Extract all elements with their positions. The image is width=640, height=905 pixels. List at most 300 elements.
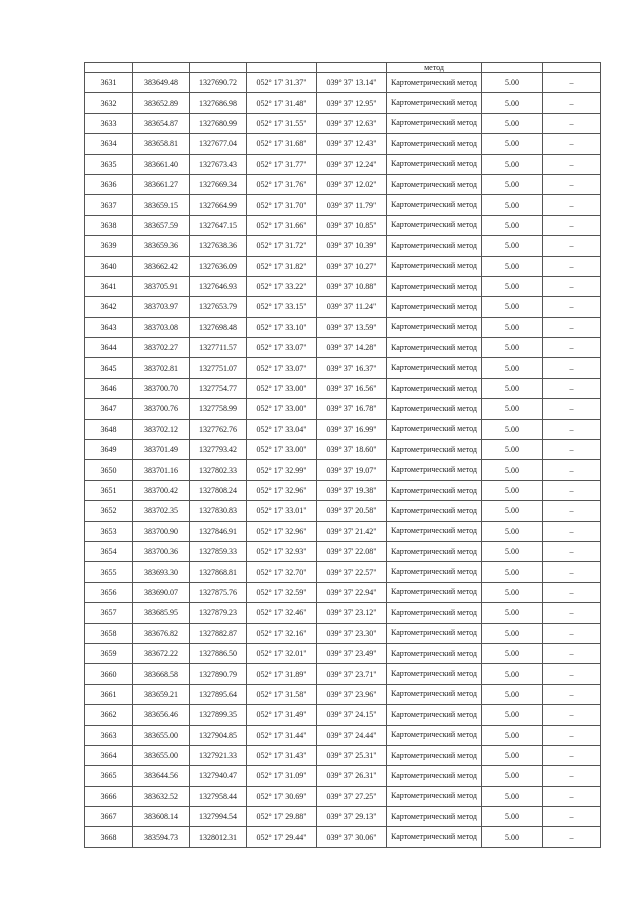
method-cell: Картометрический метод (387, 297, 482, 317)
method-cell: Картометрический метод (387, 480, 482, 500)
x-coordinate-cell: 383662.42 (133, 256, 190, 276)
point-number-cell: 3645 (85, 358, 133, 378)
x-coordinate-cell: 383685.95 (133, 603, 190, 623)
longitude-cell: 039° 37' 16.99" (317, 419, 387, 439)
longitude-cell: 039° 37' 23.96" (317, 684, 387, 704)
x-coordinate-cell: 383702.81 (133, 358, 190, 378)
point-number-cell: 3655 (85, 562, 133, 582)
method-cell: Картометрический метод (387, 684, 482, 704)
note-cell: – (543, 358, 601, 378)
y-coordinate-cell: 1327895.64 (190, 684, 247, 704)
table-row (85, 664, 601, 684)
accuracy-cell: 5.00 (482, 317, 543, 337)
latitude-cell: 052° 17' 31.44" (247, 725, 317, 745)
y-coordinate-cell: 1327793.42 (190, 440, 247, 460)
y-coordinate-cell: 1327808.24 (190, 480, 247, 500)
longitude-cell: 039° 37' 12.02" (317, 174, 387, 194)
point-number-cell: 3640 (85, 256, 133, 276)
latitude-cell: 052° 17' 31.48" (247, 93, 317, 113)
x-coordinate-cell: 383700.90 (133, 521, 190, 541)
method-cell: Картометрический метод (387, 174, 482, 194)
x-coordinate-cell: 383661.40 (133, 154, 190, 174)
accuracy-cell: 5.00 (482, 215, 543, 235)
longitude-cell: 039° 37' 22.94" (317, 582, 387, 602)
point-number-cell: 3639 (85, 236, 133, 256)
point-number-cell: 3653 (85, 521, 133, 541)
latitude-cell: 052° 17' 31.49" (247, 705, 317, 725)
point-number-cell: 3667 (85, 807, 133, 827)
y-coordinate-cell: 1327859.33 (190, 541, 247, 561)
latitude-cell: 052° 17' 31.09" (247, 766, 317, 786)
note-cell: – (543, 562, 601, 582)
coordinates-table (84, 62, 601, 848)
accuracy-cell: 5.00 (482, 195, 543, 215)
table-cell (247, 63, 317, 73)
accuracy-cell: 5.00 (482, 827, 543, 847)
longitude-cell: 039° 37' 19.07" (317, 460, 387, 480)
x-coordinate-cell: 383693.30 (133, 562, 190, 582)
y-coordinate-cell: 1327904.85 (190, 725, 247, 745)
table-row (85, 582, 601, 602)
longitude-cell: 039° 37' 20.58" (317, 501, 387, 521)
x-coordinate-cell: 383661.27 (133, 174, 190, 194)
x-coordinate-cell: 383668.58 (133, 664, 190, 684)
latitude-cell: 052° 17' 33.00" (247, 440, 317, 460)
accuracy-cell: 5.00 (482, 358, 543, 378)
table-row (85, 174, 601, 194)
table-row (85, 297, 601, 317)
accuracy-cell: 5.00 (482, 501, 543, 521)
accuracy-cell: 5.00 (482, 664, 543, 684)
table-row (85, 480, 601, 500)
longitude-cell: 039° 37' 14.28" (317, 338, 387, 358)
accuracy-cell: 5.00 (482, 93, 543, 113)
accuracy-cell: 5.00 (482, 134, 543, 154)
table-row (85, 378, 601, 398)
accuracy-cell: 5.00 (482, 623, 543, 643)
latitude-cell: 052° 17' 32.59" (247, 582, 317, 602)
accuracy-cell: 5.00 (482, 745, 543, 765)
latitude-cell: 052° 17' 33.01" (247, 501, 317, 521)
x-coordinate-cell: 383659.15 (133, 195, 190, 215)
x-coordinate-cell: 383654.87 (133, 113, 190, 133)
x-coordinate-cell: 383644.56 (133, 766, 190, 786)
accuracy-cell: 5.00 (482, 521, 543, 541)
longitude-cell: 039° 37' 23.71" (317, 664, 387, 684)
accuracy-cell: 5.00 (482, 256, 543, 276)
note-cell: – (543, 297, 601, 317)
note-cell: – (543, 93, 601, 113)
accuracy-cell: 5.00 (482, 236, 543, 256)
point-number-cell: 3634 (85, 134, 133, 154)
latitude-cell: 052° 17' 32.16" (247, 623, 317, 643)
note-cell: – (543, 786, 601, 806)
point-number-cell: 3666 (85, 786, 133, 806)
accuracy-cell: 5.00 (482, 73, 543, 93)
x-coordinate-cell: 383702.35 (133, 501, 190, 521)
latitude-cell: 052° 17' 33.07" (247, 338, 317, 358)
longitude-cell: 039° 37' 24.44" (317, 725, 387, 745)
note-cell: – (543, 174, 601, 194)
y-coordinate-cell: 1327673.43 (190, 154, 247, 174)
y-coordinate-cell: 1327994.54 (190, 807, 247, 827)
longitude-cell: 039° 37' 10.27" (317, 256, 387, 276)
y-coordinate-cell: 1327680.99 (190, 113, 247, 133)
y-coordinate-cell: 1327690.72 (190, 73, 247, 93)
longitude-cell: 039° 37' 26.31" (317, 766, 387, 786)
latitude-cell: 052° 17' 32.96" (247, 521, 317, 541)
latitude-cell: 052° 17' 31.37" (247, 73, 317, 93)
x-coordinate-cell: 383655.00 (133, 745, 190, 765)
latitude-cell: 052° 17' 32.01" (247, 643, 317, 663)
note-cell: – (543, 827, 601, 847)
accuracy-cell: 5.00 (482, 154, 543, 174)
y-coordinate-cell: 1327653.79 (190, 297, 247, 317)
table-row (85, 338, 601, 358)
longitude-cell: 039° 37' 30.06" (317, 827, 387, 847)
accuracy-cell: 5.00 (482, 174, 543, 194)
method-cell: Картометрический метод (387, 603, 482, 623)
longitude-cell: 039° 37' 24.15" (317, 705, 387, 725)
accuracy-cell: 5.00 (482, 399, 543, 419)
point-number-cell: 3664 (85, 745, 133, 765)
point-number-cell: 3647 (85, 399, 133, 419)
point-number-cell: 3633 (85, 113, 133, 133)
y-coordinate-cell: 1327899.35 (190, 705, 247, 725)
latitude-cell: 052° 17' 29.88" (247, 807, 317, 827)
point-number-cell: 3660 (85, 664, 133, 684)
point-number-cell: 3649 (85, 440, 133, 460)
latitude-cell: 052° 17' 33.04" (247, 419, 317, 439)
longitude-cell: 039° 37' 16.37" (317, 358, 387, 378)
y-coordinate-cell: 1327698.48 (190, 317, 247, 337)
longitude-cell: 039° 37' 23.30" (317, 623, 387, 643)
y-coordinate-cell: 1327958.44 (190, 786, 247, 806)
note-cell: – (543, 113, 601, 133)
table-row (85, 134, 601, 154)
method-cell: Картометрический метод (387, 358, 482, 378)
accuracy-cell: 5.00 (482, 766, 543, 786)
method-cell: Картометрический метод (387, 807, 482, 827)
latitude-cell: 052° 17' 31.68" (247, 134, 317, 154)
y-coordinate-cell: 1327921.33 (190, 745, 247, 765)
method-cell: Картометрический метод (387, 501, 482, 521)
table-row (85, 786, 601, 806)
x-coordinate-cell: 383700.76 (133, 399, 190, 419)
note-cell: – (543, 725, 601, 745)
note-cell: – (543, 256, 601, 276)
latitude-cell: 052° 17' 33.10" (247, 317, 317, 337)
latitude-cell: 052° 17' 31.76" (247, 174, 317, 194)
note-cell: – (543, 643, 601, 663)
point-number-cell: 3637 (85, 195, 133, 215)
latitude-cell: 052° 17' 31.43" (247, 745, 317, 765)
note-cell: – (543, 338, 601, 358)
table-row (85, 501, 601, 521)
method-cell: Картометрический метод (387, 113, 482, 133)
note-cell: – (543, 440, 601, 460)
point-number-cell: 3665 (85, 766, 133, 786)
method-cell: Картометрический метод (387, 725, 482, 745)
table-row (85, 440, 601, 460)
latitude-cell: 052° 17' 31.58" (247, 684, 317, 704)
note-cell: – (543, 154, 601, 174)
y-coordinate-cell: 1327664.99 (190, 195, 247, 215)
x-coordinate-cell: 383702.27 (133, 338, 190, 358)
y-coordinate-cell: 1327686.98 (190, 93, 247, 113)
table-row (85, 603, 601, 623)
note-cell: – (543, 603, 601, 623)
method-cell: Картометрический метод (387, 786, 482, 806)
table-row (85, 154, 601, 174)
x-coordinate-cell: 383652.89 (133, 93, 190, 113)
longitude-cell: 039° 37' 12.24" (317, 154, 387, 174)
table-row (85, 73, 601, 93)
latitude-cell: 052° 17' 31.77" (247, 154, 317, 174)
note-cell: – (543, 501, 601, 521)
x-coordinate-cell: 383656.46 (133, 705, 190, 725)
note-cell: – (543, 745, 601, 765)
y-coordinate-cell: 1327890.79 (190, 664, 247, 684)
longitude-cell: 039° 37' 29.13" (317, 807, 387, 827)
accuracy-cell: 5.00 (482, 582, 543, 602)
y-coordinate-cell: 1327882.87 (190, 623, 247, 643)
y-coordinate-cell: 1327638.36 (190, 236, 247, 256)
method-cell: Картометрический метод (387, 419, 482, 439)
method-cell: Картометрический метод (387, 215, 482, 235)
latitude-cell: 052° 17' 32.93" (247, 541, 317, 561)
y-coordinate-cell: 1327636.09 (190, 256, 247, 276)
y-coordinate-cell: 1327868.81 (190, 562, 247, 582)
table-row (85, 562, 601, 582)
table-row (85, 745, 601, 765)
y-coordinate-cell: 1327940.47 (190, 766, 247, 786)
y-coordinate-cell: 1327647.15 (190, 215, 247, 235)
y-coordinate-cell: 1327875.76 (190, 582, 247, 602)
accuracy-cell: 5.00 (482, 480, 543, 500)
y-coordinate-cell: 1327669.34 (190, 174, 247, 194)
note-cell: – (543, 215, 601, 235)
note-cell: – (543, 419, 601, 439)
longitude-cell: 039° 37' 12.63" (317, 113, 387, 133)
method-cell: Картометрический метод (387, 664, 482, 684)
point-number-cell: 3631 (85, 73, 133, 93)
longitude-cell: 039° 37' 13.59" (317, 317, 387, 337)
accuracy-cell: 5.00 (482, 603, 543, 623)
latitude-cell: 052° 17' 33.22" (247, 276, 317, 296)
note-cell: – (543, 623, 601, 643)
table-row (85, 766, 601, 786)
y-coordinate-cell: 1327754.77 (190, 378, 247, 398)
y-coordinate-cell: 1327846.91 (190, 521, 247, 541)
method-cell: Картометрический метод (387, 93, 482, 113)
x-coordinate-cell: 383702.12 (133, 419, 190, 439)
note-cell: – (543, 276, 601, 296)
point-number-cell: 3650 (85, 460, 133, 480)
table-cell (543, 63, 601, 73)
table-row (85, 684, 601, 704)
table-cell (133, 63, 190, 73)
table-row (85, 827, 601, 847)
x-coordinate-cell: 383703.08 (133, 317, 190, 337)
longitude-cell: 039° 37' 12.43" (317, 134, 387, 154)
note-cell: – (543, 195, 601, 215)
note-cell: – (543, 541, 601, 561)
table-row (85, 93, 601, 113)
point-number-cell: 3642 (85, 297, 133, 317)
longitude-cell: 039° 37' 12.95" (317, 93, 387, 113)
longitude-cell: 039° 37' 11.24" (317, 297, 387, 317)
note-cell: – (543, 460, 601, 480)
longitude-cell: 039° 37' 21.42" (317, 521, 387, 541)
longitude-cell: 039° 37' 16.56" (317, 378, 387, 398)
method-cell: Картометрический метод (387, 378, 482, 398)
note-cell: – (543, 705, 601, 725)
point-number-cell: 3661 (85, 684, 133, 704)
method-cell: Картометрический метод (387, 338, 482, 358)
x-coordinate-cell: 383594.73 (133, 827, 190, 847)
table-row (85, 623, 601, 643)
longitude-cell: 039° 37' 22.08" (317, 541, 387, 561)
accuracy-cell: 5.00 (482, 562, 543, 582)
method-cell: Картометрический метод (387, 541, 482, 561)
point-number-cell: 3658 (85, 623, 133, 643)
table-row (85, 317, 601, 337)
x-coordinate-cell: 383705.91 (133, 276, 190, 296)
y-coordinate-cell: 1327751.07 (190, 358, 247, 378)
point-number-cell: 3654 (85, 541, 133, 561)
table-row (85, 215, 601, 235)
latitude-cell: 052° 17' 31.72" (247, 236, 317, 256)
latitude-cell: 052° 17' 32.46" (247, 603, 317, 623)
latitude-cell: 052° 17' 31.55" (247, 113, 317, 133)
table-row (85, 541, 601, 561)
point-number-cell: 3644 (85, 338, 133, 358)
point-number-cell: 3648 (85, 419, 133, 439)
latitude-cell: 052° 17' 31.70" (247, 195, 317, 215)
method-cell: Картометрический метод (387, 73, 482, 93)
point-number-cell: 3643 (85, 317, 133, 337)
latitude-cell: 052° 17' 31.89" (247, 664, 317, 684)
accuracy-cell: 5.00 (482, 807, 543, 827)
y-coordinate-cell: 1327677.04 (190, 134, 247, 154)
note-cell: – (543, 684, 601, 704)
longitude-cell: 039° 37' 13.14" (317, 73, 387, 93)
note-cell: – (543, 399, 601, 419)
point-number-cell: 3651 (85, 480, 133, 500)
latitude-cell: 052° 17' 33.00" (247, 399, 317, 419)
accuracy-cell: 5.00 (482, 276, 543, 296)
latitude-cell: 052° 17' 33.15" (247, 297, 317, 317)
longitude-cell: 039° 37' 16.78" (317, 399, 387, 419)
accuracy-cell: 5.00 (482, 419, 543, 439)
table-cell (190, 63, 247, 73)
x-coordinate-cell: 383632.52 (133, 786, 190, 806)
x-coordinate-cell: 383672.22 (133, 643, 190, 663)
note-cell: – (543, 664, 601, 684)
table-row (85, 399, 601, 419)
accuracy-cell: 5.00 (482, 338, 543, 358)
x-coordinate-cell: 383608.14 (133, 807, 190, 827)
x-coordinate-cell: 383657.59 (133, 215, 190, 235)
table-row (85, 460, 601, 480)
point-number-cell: 3646 (85, 378, 133, 398)
continuation-row (85, 63, 601, 73)
table-row (85, 725, 601, 745)
method-cell: Картометрический метод (387, 562, 482, 582)
x-coordinate-cell: 383701.16 (133, 460, 190, 480)
note-cell: – (543, 73, 601, 93)
table-row (85, 276, 601, 296)
method-cell: Картометрический метод (387, 154, 482, 174)
y-coordinate-cell: 1327886.50 (190, 643, 247, 663)
method-cell: Картометрический метод (387, 705, 482, 725)
latitude-cell: 052° 17' 30.69" (247, 786, 317, 806)
y-coordinate-cell: 1327802.33 (190, 460, 247, 480)
x-coordinate-cell: 383676.82 (133, 623, 190, 643)
x-coordinate-cell: 383659.36 (133, 236, 190, 256)
method-cell: Картометрический метод (387, 745, 482, 765)
method-cell: Картометрический метод (387, 399, 482, 419)
longitude-cell: 039° 37' 25.31" (317, 745, 387, 765)
point-number-cell: 3663 (85, 725, 133, 745)
method-cell: Картометрический метод (387, 276, 482, 296)
latitude-cell: 052° 17' 33.00" (247, 378, 317, 398)
x-coordinate-cell: 383659.21 (133, 684, 190, 704)
longitude-cell: 039° 37' 19.38" (317, 480, 387, 500)
longitude-cell: 039° 37' 18.60" (317, 440, 387, 460)
accuracy-cell: 5.00 (482, 643, 543, 663)
longitude-cell: 039° 37' 23.12" (317, 603, 387, 623)
y-coordinate-cell: 1327758.99 (190, 399, 247, 419)
note-cell: – (543, 480, 601, 500)
point-number-cell: 3668 (85, 827, 133, 847)
longitude-cell: 039° 37' 22.57" (317, 562, 387, 582)
note-cell: – (543, 134, 601, 154)
y-coordinate-cell: 1327711.57 (190, 338, 247, 358)
x-coordinate-cell: 383700.36 (133, 541, 190, 561)
longitude-cell: 039° 37' 10.85" (317, 215, 387, 235)
x-coordinate-cell: 383703.97 (133, 297, 190, 317)
point-number-cell: 3662 (85, 705, 133, 725)
table-cell (317, 63, 387, 73)
table-row (85, 419, 601, 439)
method-cell: Картометрический метод (387, 195, 482, 215)
accuracy-cell: 5.00 (482, 378, 543, 398)
x-coordinate-cell: 383658.81 (133, 134, 190, 154)
note-cell: – (543, 378, 601, 398)
longitude-cell: 039° 37' 23.49" (317, 643, 387, 663)
point-number-cell: 3659 (85, 643, 133, 663)
accuracy-cell: 5.00 (482, 705, 543, 725)
note-cell: – (543, 582, 601, 602)
method-cell: Картометрический метод (387, 317, 482, 337)
latitude-cell: 052° 17' 32.99" (247, 460, 317, 480)
x-coordinate-cell: 383701.49 (133, 440, 190, 460)
x-coordinate-cell: 383655.00 (133, 725, 190, 745)
coordinates-document (84, 62, 600, 848)
method-cell: Картометрический метод (387, 256, 482, 276)
table-row (85, 256, 601, 276)
method-cell: Картометрический метод (387, 766, 482, 786)
method-cell: Картометрический метод (387, 643, 482, 663)
table-cell (85, 63, 133, 73)
accuracy-cell: 5.00 (482, 297, 543, 317)
table-row (85, 643, 601, 663)
y-coordinate-cell: 1328012.31 (190, 827, 247, 847)
method-cell: Картометрический метод (387, 440, 482, 460)
point-number-cell: 3656 (85, 582, 133, 602)
